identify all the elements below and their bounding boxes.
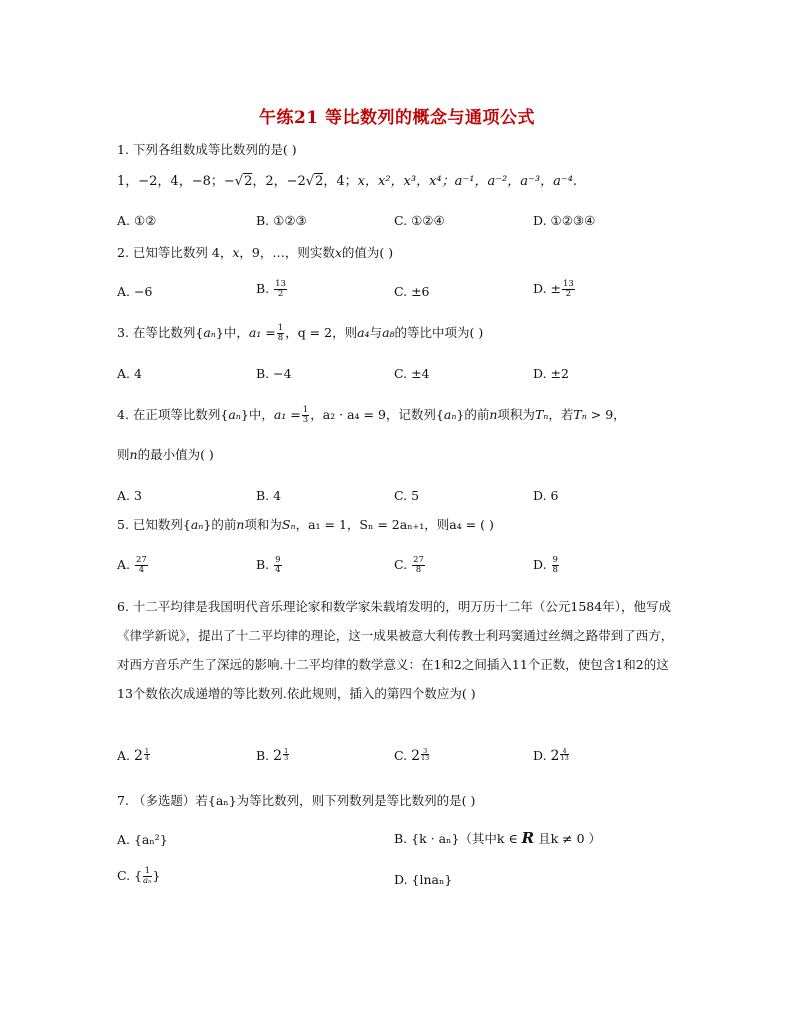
q1-option-d[interactable]: D. ①②③④	[533, 213, 596, 228]
q5-option-b[interactable]: B. $\frac{9}{4}$	[256, 555, 281, 575]
q2-option-d[interactable]: D. ± $\frac{13}{2}$	[533, 279, 574, 299]
q3-option-d[interactable]: D. ±2	[533, 366, 569, 381]
q3-option-c[interactable]: C. ±4	[394, 366, 430, 381]
q4-stem-line1: 4. 在正项等比数列{aₙ}中，a₁ = $\frac{1}{3}$ ，a₂ · a₄ = 9，记数列{aₙ}的前n项积为Tₙ，若Tₙ > 9，	[117, 405, 626, 425]
q1-stem: 1. 下列各组数成等比数列的是( )	[117, 142, 297, 157]
q5-option-a[interactable]: A. $\frac{27}{4}$	[117, 555, 147, 575]
q7-option-c[interactable]: C. { $\frac{1}{\text{aₙ}}$}	[117, 866, 161, 886]
q5-option-d[interactable]: D. $\frac{9}{8}$	[533, 555, 558, 575]
q4-option-d[interactable]: D. 6	[533, 488, 559, 503]
q6-option-b[interactable]: B. 2 $\frac{1}{3}$	[256, 747, 289, 764]
q2-option-b[interactable]: B. $\frac{13}{2}$	[256, 279, 286, 299]
q1-seq-1: 1，−2，4，−8；	[117, 174, 224, 189]
q7-stem: 7. （多选题）若{aₙ}为等比数列，则下列数列是等比数列的是( )	[117, 793, 476, 808]
q6-stem: 6. 十二平均律是我国明代音乐理论家和数学家朱载堉发明的，明万历十二年（公元1584年），他写成《律学新说》，提出了十二平均律的理论，这一成果被意大利传教士利玛窦通过丝绸之路带到了西方，对西方音乐产生了深远的影响.十二平均律的数学意义：在1和2之间插入11个正数，使包含1和2的这13个数依次成递增的等比数列.依此规则，插入的第四个数应为( )	[117, 599, 674, 701]
q3-stem: 3. 在等比数列{aₙ}中，a₁ = $\frac{1}{8}$ ，q = 2，则a₄与a₈的等比中项为( )	[117, 323, 484, 343]
q2-option-c[interactable]: C. ±6	[394, 284, 430, 299]
q6-option-d[interactable]: D. 2 $\frac{4}{13}$	[533, 747, 569, 764]
q7-option-b[interactable]: B. {k · aₙ}（其中k ∈ R 且k ≠ 0 ）	[394, 829, 602, 847]
q1-seq-3: x，x²，x³，x⁴；	[357, 174, 455, 189]
q4-option-b[interactable]: B. 4	[256, 488, 282, 503]
q1-option-b[interactable]: B. ①②③	[256, 213, 307, 228]
q3-option-a[interactable]: A. 4	[117, 366, 142, 381]
q4-option-a[interactable]: A. 3	[117, 488, 142, 503]
q2-stem: 2. 已知等比数列 4，x，9，…，则实数x的值为( )	[117, 245, 394, 260]
q1-option-a[interactable]: A. ①②	[117, 213, 157, 228]
q5-stem: 5. 已知数列{aₙ}的前n项和为Sₙ，a₁ = 1，Sₙ = 2aₙ₊₁，则a₄ = ( )	[117, 517, 494, 532]
q4-stem-line2: 则n的最小值为( )	[117, 447, 214, 462]
page-title: 午练21 等比数列的概念与通项公式	[258, 108, 536, 128]
q1-option-c[interactable]: C. ①②④	[394, 213, 445, 228]
q3-option-b[interactable]: B. −4	[256, 366, 292, 381]
q4-option-c[interactable]: C. 5	[394, 488, 420, 503]
q7-option-d[interactable]: D. {lnaₙ}	[394, 872, 453, 887]
q7-option-a[interactable]: A. {aₙ²}	[117, 832, 168, 847]
q1-seq-2: −√2，2，−2√2，4；	[223, 174, 358, 189]
q5-option-c[interactable]: C. $\frac{27}{8}$	[394, 555, 424, 575]
q1-sequences	[117, 174, 682, 190]
q2-option-a[interactable]: A. −6	[117, 284, 153, 299]
q6-option-c[interactable]: C. 2 $\frac{3}{13}$	[394, 747, 430, 764]
q1-seq-4: a⁻¹，a⁻²，a⁻³，a⁻⁴.	[454, 174, 578, 189]
q6-option-a[interactable]: A. 2 $\frac{1}{4}$	[117, 747, 150, 764]
